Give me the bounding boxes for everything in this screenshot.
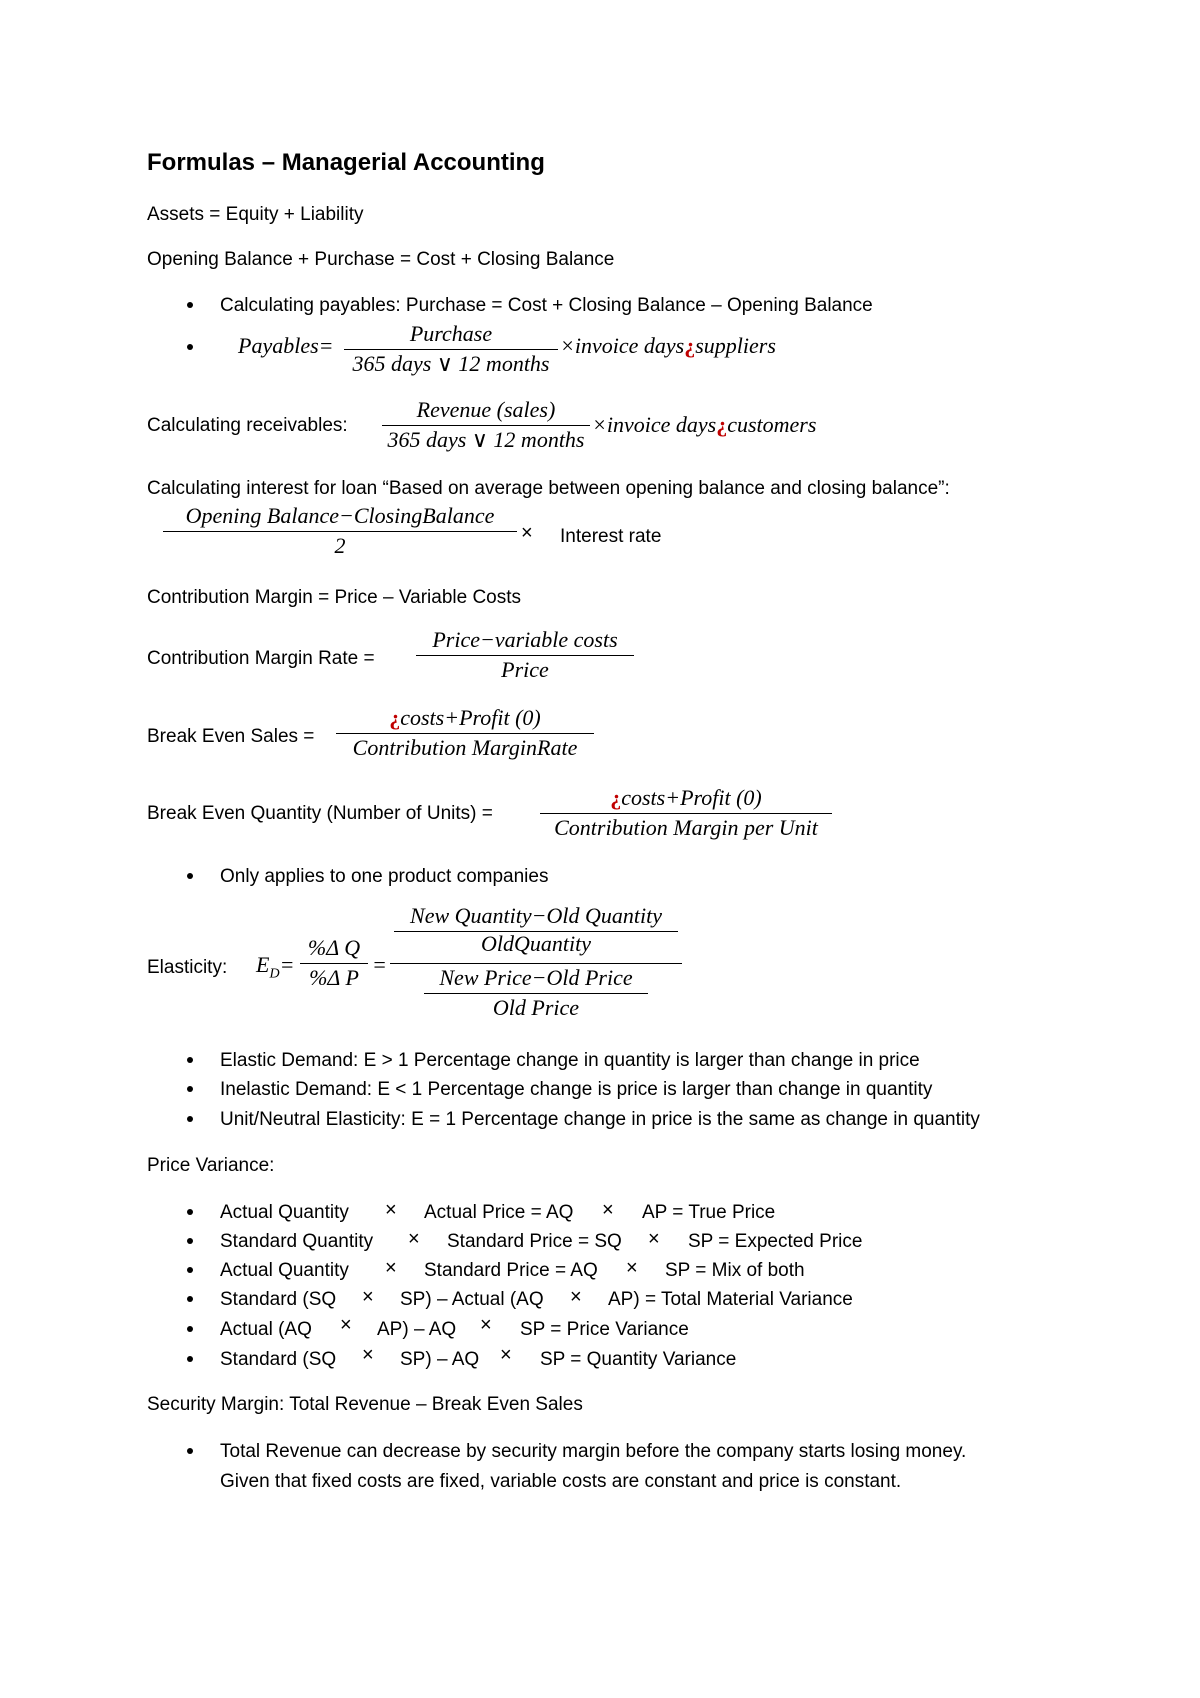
fraction-bar — [540, 813, 832, 814]
times-icon: × — [385, 1257, 397, 1279]
payables-numerator: Purchase — [409, 321, 493, 346]
pv-row-a: Actual Quantity — [220, 1260, 349, 1281]
bullet-icon — [187, 1086, 193, 1092]
elasticity-d-num: New Price−Old Price — [439, 965, 633, 990]
pv-row-b: SP) – Actual (AQ — [400, 1289, 544, 1310]
fraction-bar — [424, 993, 648, 994]
break-even-quantity-label: Break Even Quantity (Number of Units) = — [147, 803, 493, 824]
elasticity-sub: D — [269, 966, 280, 982]
times-icon: × — [362, 1344, 374, 1366]
break-even-sales-numerator — [336, 706, 594, 730]
elasticity-fraction-2 — [390, 904, 682, 1026]
times-icon: × — [340, 1314, 352, 1336]
times-icon: × — [500, 1344, 512, 1366]
times-icon: × — [480, 1314, 492, 1336]
fraction-bar — [416, 655, 634, 656]
interest-numerator: Opening Balance−ClosingBalance — [185, 503, 495, 528]
interest-denominator: 2 — [334, 533, 346, 558]
receivables-denominator: 365 days ∨ 12 months — [387, 427, 585, 452]
break-even-quantity-numerator — [540, 786, 832, 810]
elasticity-lhs — [256, 954, 294, 985]
main-fraction-bar — [390, 963, 682, 964]
beq-num-text: costs+Profit (0) — [621, 785, 762, 810]
bes-num-text: costs+Profit (0) — [400, 705, 541, 730]
elasticity-n-den: OldQuantity — [481, 931, 591, 956]
fraction-bar — [344, 349, 558, 350]
cm-rate-label: Contribution Margin Rate = — [147, 648, 375, 669]
pv-row-a: Standard (SQ — [220, 1349, 337, 1370]
price-variance-label: Price Variance: — [147, 1155, 275, 1176]
bullet-icon — [187, 1238, 193, 1244]
elasticity-eq2: = — [372, 952, 387, 977]
elasticity-label: Elasticity: — [147, 957, 228, 978]
bullet-icon — [187, 1267, 193, 1273]
security-bullet-line-2: Given that fixed costs are fixed, variable costs are constant and price is constant. — [220, 1471, 902, 1492]
bullet-icon — [187, 1057, 193, 1063]
pv-row-c: SP = Price Variance — [520, 1319, 689, 1340]
bullet-icon — [187, 1356, 193, 1362]
fraction-bar — [300, 963, 368, 964]
security-bullet-line-1: Total Revenue can decrease by security margin before the company starts losing money. — [220, 1441, 967, 1462]
receivables-tail-b: customers — [727, 412, 817, 437]
break-even-sales-label: Break Even Sales = — [147, 726, 315, 747]
payables-tail-b: suppliers — [695, 333, 776, 358]
bullet-icon — [187, 302, 193, 308]
elasticity-fraction-1 — [300, 936, 368, 992]
elasticity-bullet-1: Elastic Demand: E > 1 Percentage change in quantity is larger than change in price — [220, 1050, 920, 1071]
interest-fraction — [163, 504, 517, 560]
page-title: Formulas – Managerial Accounting — [147, 149, 545, 176]
times-icon: × — [521, 522, 533, 544]
pv-row-c: SP = Expected Price — [688, 1231, 863, 1252]
bullet-icon — [187, 1296, 193, 1302]
times-icon: × — [570, 1286, 582, 1308]
beq-bullet-text: Only applies to one product companies — [220, 866, 549, 887]
payables-lhs: Payables= — [238, 333, 334, 358]
security-margin-label: Security Margin: Total Revenue – Break Even Sales — [147, 1394, 583, 1415]
bullet-icon — [187, 344, 193, 350]
opening-balance-formula: Opening Balance + Purchase = Cost + Closing Balance — [147, 249, 615, 270]
receivables-tail-a: ×invoice days — [592, 412, 717, 437]
receivables-label: Calculating receivables: — [147, 415, 348, 436]
bullet-icon — [187, 1326, 193, 1332]
elasticity-eq1: = — [279, 952, 295, 977]
bes-glyph: ¿ — [389, 705, 401, 730]
elasticity-n-num: New Quantity−Old Quantity — [410, 903, 662, 928]
pv-row-c: SP = Quantity Variance — [540, 1349, 737, 1370]
receivables-fraction — [382, 398, 590, 454]
elasticity-num1: %Δ Q — [307, 935, 361, 960]
payables-glyph: ¿ — [684, 333, 696, 358]
contribution-margin-formula: Contribution Margin = Price – Variable Costs — [147, 587, 522, 608]
pv-row-c: AP = True Price — [642, 1202, 776, 1223]
times-icon: × — [602, 1199, 614, 1221]
receivables-numerator: Revenue (sales) — [416, 397, 556, 422]
payables-tail-a: ×invoice days — [560, 333, 685, 358]
break-even-sales-fraction — [336, 706, 594, 762]
bullet-icon — [187, 1209, 193, 1215]
bullet-icon — [187, 1116, 193, 1122]
cm-rate-numerator: Price−variable costs — [432, 627, 618, 652]
pv-row-a: Actual (AQ — [220, 1319, 312, 1340]
pv-row-b: Standard Price = SQ — [447, 1231, 622, 1252]
interest-label: Calculating interest for loan “Based on average between opening balance and closing balance”: — [147, 478, 950, 499]
receivables-tail — [592, 414, 816, 436]
elasticity-d-den: Old Price — [492, 995, 580, 1020]
break-even-quantity-fraction — [540, 786, 832, 842]
break-even-quantity-denominator: Contribution Margin per Unit — [554, 815, 818, 840]
elasticity-e: E — [256, 952, 270, 977]
pv-row-a: Actual Quantity — [220, 1202, 349, 1223]
times-icon: × — [408, 1228, 420, 1250]
bullet-icon — [187, 1448, 193, 1454]
pv-row-c: AP) = Total Material Variance — [608, 1289, 853, 1310]
cm-rate-fraction — [416, 628, 634, 684]
pv-row-b: Actual Price = AQ — [424, 1202, 574, 1223]
assets-formula: Assets = Equity + Liability — [147, 204, 364, 225]
elasticity-price-fraction — [390, 966, 682, 1024]
payables-tail — [560, 335, 776, 357]
interest-rate-text: Interest rate — [560, 526, 662, 547]
times-icon: × — [362, 1286, 374, 1308]
receivables-glyph: ¿ — [716, 412, 728, 437]
beq-glyph: ¿ — [610, 785, 622, 810]
pv-row-a: Standard Quantity — [220, 1231, 374, 1252]
pv-row-a: Standard (SQ — [220, 1289, 337, 1310]
times-icon: × — [626, 1257, 638, 1279]
elasticity-quantity-fraction — [390, 904, 682, 960]
elasticity-bullet-2: Inelastic Demand: E < 1 Percentage change is price is larger than change in quantity — [220, 1079, 933, 1100]
payables-fraction — [344, 322, 558, 378]
elasticity-den1: %Δ P — [309, 965, 359, 990]
times-icon: × — [385, 1199, 397, 1221]
bullet-icon — [187, 873, 193, 879]
pv-row-b: Standard Price = AQ — [424, 1260, 598, 1281]
fraction-bar — [382, 425, 590, 426]
elasticity-bullet-3: Unit/Neutral Elasticity: E = 1 Percentage change in price is the same as change in quantity — [220, 1109, 980, 1130]
cm-rate-denominator: Price — [501, 657, 549, 682]
payables-bullet-text: Calculating payables: Purchase = Cost + Closing Balance – Opening Balance — [220, 295, 873, 316]
fraction-bar — [163, 531, 517, 532]
times-icon: × — [648, 1228, 660, 1250]
fraction-bar — [336, 733, 594, 734]
pv-row-b: AP) – AQ — [377, 1319, 457, 1340]
break-even-sales-denominator: Contribution MarginRate — [352, 735, 578, 760]
pv-row-c: SP = Mix of both — [665, 1260, 805, 1281]
pv-row-b: SP) – AQ — [400, 1349, 480, 1370]
payables-denominator: 365 days ∨ 12 months — [352, 351, 550, 376]
